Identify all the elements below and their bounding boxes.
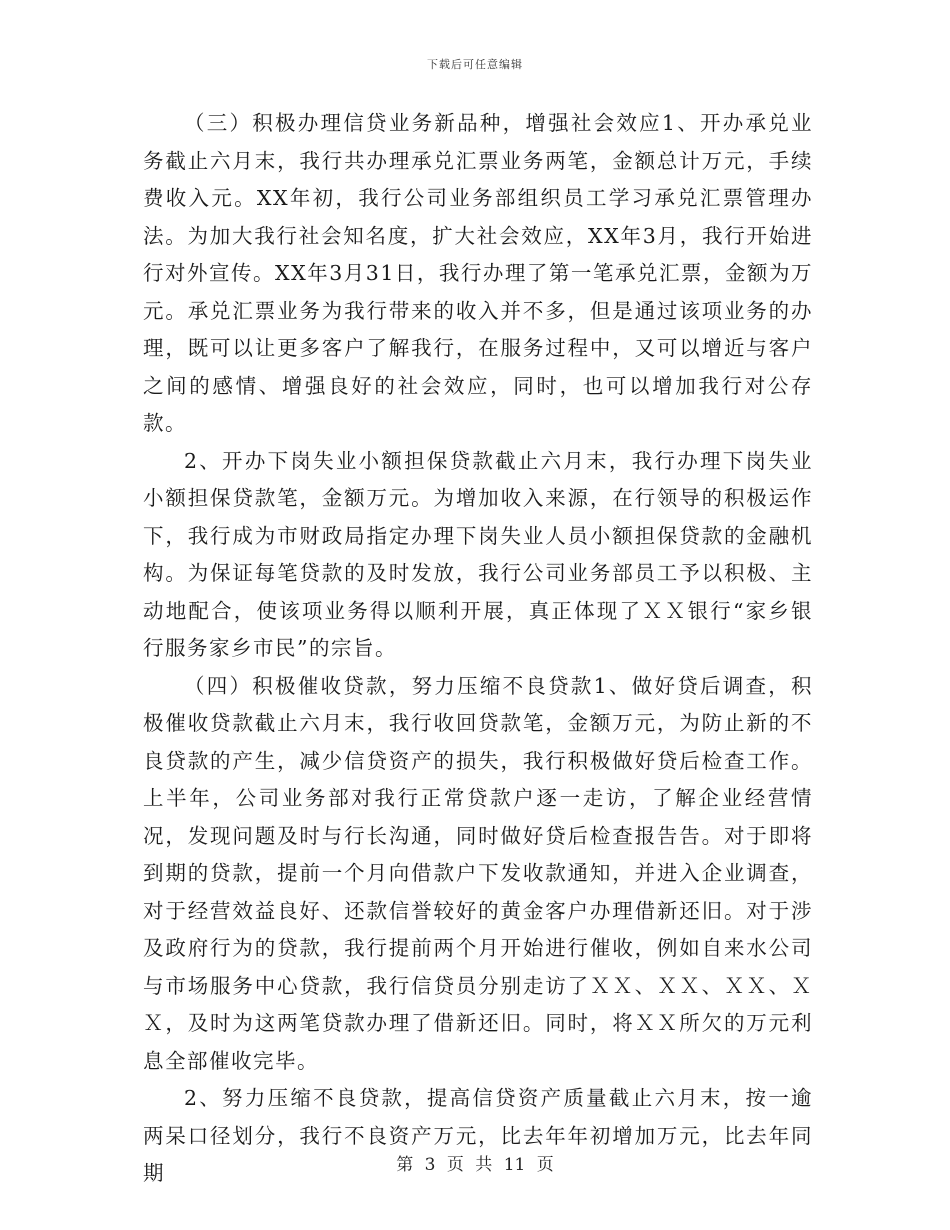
paragraph-4: 2、努力压缩不良贷款，提高信贷资产质量截止六月末，按一逾两呆口径划分，我行不良资产万元，比去年年初增加万元，比去年同期	[143, 1086, 813, 1185]
paragraph-3: （四）积极催收贷款，努力压缩不良贷款1、做好贷后调查，积极催收贷款截止六月末，我行收回贷款笔，金额万元，为防止新的不良贷款的产生，减少信贷资产的损失，我行积极做好贷后检查工作。上半年，公司业务部对我行正常贷款户逐一走访，了解企业经营情况，发现问题及时与行长沟通，同时做好贷后检查报告告。对于即将到期的贷款，提前一个月向借款户下发收款通知，并进入企业调查，对于经营效益良好、还款信誉较好的黄金客户办理借新还旧。对于涉及政府行为的贷款，我行提前两个月开始进行催收，例如自来水公司与市场服务中心贷款，我行信贷员分别走访了ＸＸ、ＸＸ、ＸＸ、ＸＸ，及时为这两笔贷款办理了借新还旧。同时，将ＸＸ所欠的万元利息全部催收完毕。	[143, 673, 813, 1073]
page-number-footer: 第 3 页 共 11 页	[396, 1155, 554, 1175]
page-header-note: 下载后可任意编辑	[427, 58, 523, 71]
document-body	[143, 105, 813, 1193]
paragraph-2: 2、开办下岗失业小额担保贷款截止六月末，我行办理下岗失业小额担保贷款笔，金额万元。为增加收入来源，在行领导的积极运作下，我行成为市财政局指定办理下岗失业人员小额担保贷款的金融机构。为保证每笔贷款的及时发放，我行公司业务部员工予以积极、主动地配合，使该项业务得以顺利开展，真正体现了ＸＸ银行“家乡银行服务家乡市民”的宗旨。	[143, 448, 813, 660]
paragraph-1: （三）积极办理信贷业务新品种，增强社会效应1、开办承兑业务截止六月末，我行共办理承兑汇票业务两笔，金额总计万元，手续费收入元。XX年初，我行公司业务部组织员工学习承兑汇票管理办法。为加大我行社会知名度，扩大社会效应，XX年3月，我行开始进行对外宣传。XX年3月31日，我行办理了第一笔承兑汇票，金额为万元。承兑汇票业务为我行带来的收入并不多，但是通过该项业务的办理，既可以让更多客户了解我行，在服务过程中，又可以增近与客户之间的感情、增强良好的社会效应，同时，也可以增加我行对公存款。	[143, 111, 813, 435]
